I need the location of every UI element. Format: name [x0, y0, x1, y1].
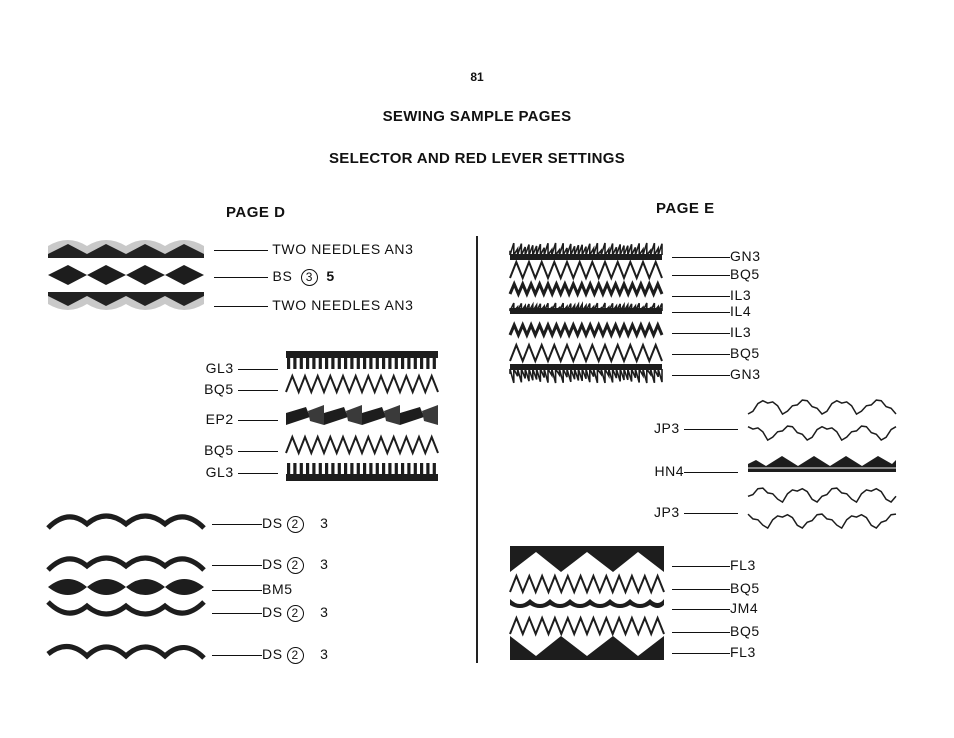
label-ds-2: DS 2 3: [212, 556, 329, 574]
stitch-sample-bq5-e3: [510, 574, 664, 594]
stitch-sample-gl3-bottom: [286, 461, 438, 481]
stitch-sample-bm5: [48, 575, 204, 599]
column-divider: [476, 236, 478, 663]
label-il4: IL4: [672, 303, 751, 319]
stitch-sample-gn3-top: [510, 242, 662, 260]
label-gl3-1: GL3: [180, 360, 278, 376]
page-d-heading: PAGE D: [226, 204, 286, 221]
label-bq5-e4: BQ5: [672, 623, 760, 639]
stitch-sample-ds-2: [48, 552, 204, 572]
label-bq5-e1: BQ5: [672, 266, 760, 282]
label-fl3-2: FL3: [672, 644, 756, 660]
stitch-sample-bq5-e1: [510, 260, 662, 280]
stitch-sample-bq5-e2: [510, 343, 662, 363]
stitch-sample-ds-1: [48, 510, 204, 530]
stitch-sample-gl3-top: [286, 351, 438, 371]
label-two-needles-an3-2: TWO NEEDLES AN3: [214, 297, 414, 313]
label-bq5-1: BQ5: [180, 381, 278, 397]
stitch-sample-bq5-e4: [510, 616, 664, 636]
stitch-sample-il4: [510, 302, 662, 320]
stitch-sample-fl3-top: [510, 546, 664, 572]
stitch-sample-gn3-bottom: [510, 364, 662, 384]
label-il3-2: IL3: [672, 324, 751, 340]
stitch-sample-jp3-top: [748, 396, 896, 444]
label-jp3-1: JP3: [620, 420, 738, 436]
label-jm4: JM4: [672, 600, 758, 616]
page-number: 81: [470, 70, 484, 84]
label-gn3-2: GN3: [672, 366, 761, 382]
label-ep2: EP2: [180, 411, 278, 427]
label-bq5-e2: BQ5: [672, 345, 760, 361]
label-bs: BS 3 5: [214, 268, 335, 286]
stitch-sample-ep2: [286, 403, 438, 429]
label-gn3-1: GN3: [672, 248, 761, 264]
stitch-sample-jp3-bottom: [748, 480, 896, 532]
label-bq5-2: BQ5: [180, 442, 278, 458]
stitch-sample-il3-1: [510, 281, 662, 297]
label-ds-3: DS 2 3: [212, 604, 329, 622]
label-jp3-2: JP3: [620, 504, 738, 520]
stitch-sample-bq5-1: [286, 374, 438, 394]
label-gl3-2: GL3: [180, 464, 278, 480]
stitch-sample-ds-4: [48, 642, 204, 662]
stitch-sample-fl3-bottom: [510, 636, 664, 660]
stitch-sample-il3-2: [510, 322, 662, 338]
page-title: SEWING SAMPLE PAGES: [382, 108, 572, 125]
label-bm5: BM5: [212, 581, 293, 597]
stitch-sample-bs: [48, 264, 204, 286]
stitch-sample-an3-top: [48, 236, 204, 258]
label-ds-1: DS 2 3: [212, 515, 329, 533]
stitch-sample-jm4: [510, 595, 664, 611]
label-hn4: HN4: [620, 463, 738, 479]
stitch-sample-bq5-2: [286, 435, 438, 455]
label-ds-4: DS 2 3: [212, 646, 329, 664]
label-bq5-e3: BQ5: [672, 580, 760, 596]
page-subtitle: SELECTOR AND RED LEVER SETTINGS: [329, 150, 625, 167]
label-il3-1: IL3: [672, 287, 751, 303]
page-e-heading: PAGE E: [656, 200, 715, 217]
stitch-sample-an3-bottom: [48, 292, 204, 314]
label-fl3-1: FL3: [672, 557, 756, 573]
stitch-sample-hn4: [748, 452, 896, 472]
label-two-needles-an3-1: TWO NEEDLES AN3: [214, 241, 414, 257]
stitch-sample-ds-3: [48, 600, 204, 620]
